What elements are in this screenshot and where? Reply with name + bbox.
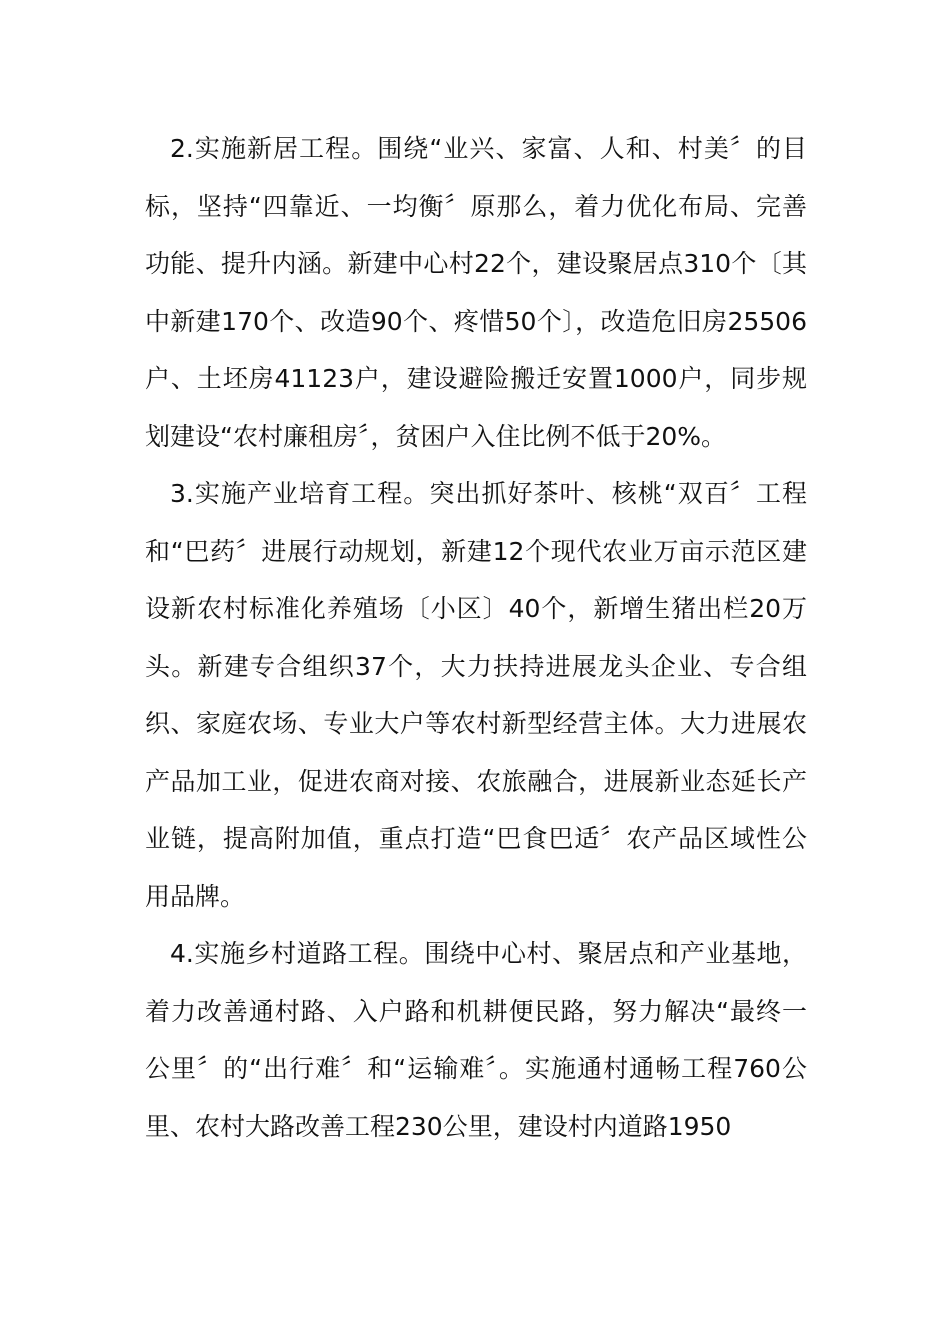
paragraph-rural-road-project: 4.实施乡村道路工程。围绕中心村、聚居点和产业基地，着力改善通村路、入户路和机耕便民路，努力解决“最终一公里〞的“出行难〞和“运输难〞。实施通村通畅工程760公里、农村大路改善工程230公里，建设村内道路1950 (145, 939, 807, 1141)
paragraph-industry-cultivation-project: 3.实施产业培育工程。突出抓好茶叶、核桃“双百〞工程和“巴药〞进展行动规划，新建12个现代农业万亩示范区建设新农村标准化养殖场〔小区〕40个，新增生猪出栏20万头。新建专合组织37个，大力扶持进展龙头企业、专合组织、家庭农场、专业大户等农村新型经营主体。大力进展农产品加工业，促进农商对接、农旅融合，进展新业态延长产业链，提高附加值，重点打造“巴食巴适〞农产品区域性公用品牌。 (145, 479, 807, 911)
paragraph-new-housing-project: 2.实施新居工程。围绕“业兴、家富、人和、村美〞的目标，坚持“四靠近、一均衡〞原那么，着力优化布局、完善功能、提升内涵。新建中心村22个，建设聚居点310个〔其中新建170个、改造90个、疼惜50个〕，改造危旧房25506户、土坯房41123户，建设避险搬迁安置1000户，同步规划建设“农村廉租房〞，贫困户入住比例不低于20%。 (145, 134, 807, 451)
document-body (145, 120, 807, 1155)
